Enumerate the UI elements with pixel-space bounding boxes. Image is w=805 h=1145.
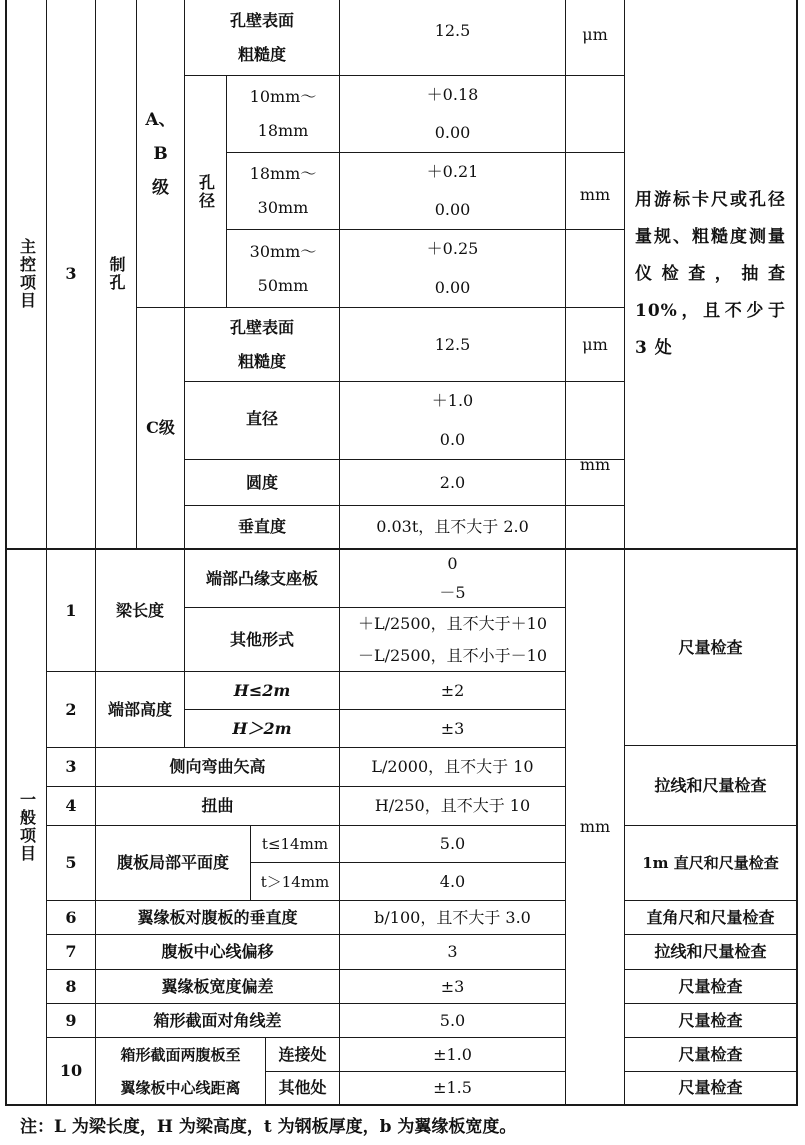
row2-item: 端部高度: [107, 699, 172, 719]
row6-method: 直角尺和尺量检查: [646, 907, 775, 927]
unit-millimetre: mm: [579, 185, 611, 204]
row9-value: 5.0: [439, 1010, 466, 1030]
row10-sub2: 其他处: [278, 1078, 327, 1097]
row1-val1b: －5: [439, 582, 466, 602]
row1-val2a: ＋L/2500，且不大于＋10: [357, 614, 548, 633]
row9-item: 箱形截面对角线差: [153, 1010, 282, 1030]
roundness-value: 2.0: [439, 472, 466, 492]
row3-value: L/2000，且不大于 10: [371, 757, 534, 776]
grade-ab-label: A、B级: [145, 109, 176, 198]
range-upper-1: ＋0.18: [426, 85, 479, 104]
row3-no: 3: [65, 757, 77, 776]
inspection-method: 用游标卡尺或孔径量规、粗糙度测量仪检查，抽查 10%，且不少于 3 处: [635, 189, 786, 358]
row3-4-method: 拉线和尺量检查: [654, 775, 767, 795]
row1-sub2: 其他形式: [229, 629, 294, 649]
row1-val1a: 0: [447, 554, 458, 573]
range-upper-2: ＋0.21: [426, 162, 479, 181]
row9-method: 尺量检查: [678, 1010, 743, 1030]
row8-item: 翼缘板宽度偏差: [161, 976, 274, 996]
c-roughness-value: 12.5: [434, 334, 471, 354]
c-unit-millimetre: mm: [579, 455, 611, 474]
general-unit: mm: [579, 817, 611, 836]
row1-val2b: －L/2500，且不小于－10: [357, 645, 548, 665]
row2-sub1: H≤2m: [233, 680, 291, 700]
row7-item: 腹板中心线偏移: [161, 942, 274, 961]
table-note: 注：L 为梁长度，H 为梁高度，t 为钢板厚度，b 为翼缘板宽度。: [20, 1117, 517, 1137]
row6-no: 6: [65, 907, 77, 927]
perpendicularity-label: 垂直度: [237, 517, 286, 536]
range-lower-3: 0.00: [434, 277, 471, 297]
table-border-right: [796, 0, 798, 1106]
row2-val2: ±3: [440, 718, 465, 738]
row8-method: 尺量检查: [678, 976, 743, 996]
row1-sub1: 端部凸缘支座板: [205, 568, 318, 588]
row6-value: b/100，且不大于 3.0: [374, 907, 531, 927]
c-unit-micrometre: μm: [582, 334, 608, 354]
row5-method: 1m 直尺和尺量检查: [642, 854, 779, 872]
grade-c-label: C级: [146, 418, 175, 437]
row8-value: ±3: [440, 976, 465, 996]
item-number: 3: [65, 264, 77, 283]
range-label-1: 10mm～18mm: [249, 87, 317, 140]
c-roughness-label: 孔壁表面粗糙度: [229, 317, 294, 371]
row9-no: 9: [65, 1010, 77, 1030]
row2-val1: ±2: [440, 680, 465, 700]
row5-val2: 4.0: [439, 871, 466, 891]
row10-method2: 尺量检查: [678, 1078, 743, 1097]
row7-method: 拉线和尺量检查: [654, 942, 767, 961]
roughness-value: 12.5: [434, 21, 471, 40]
row2-no: 2: [65, 699, 77, 719]
row10-sub1: 连接处: [278, 1044, 327, 1064]
row4-no: 4: [65, 796, 77, 815]
row1-item: 梁长度: [115, 600, 164, 620]
row5-val1: 5.0: [439, 834, 466, 853]
row1-no: 1: [65, 600, 77, 620]
row5-sub2: t＞14mm: [260, 872, 330, 891]
hole-diameter-label: 孔径: [196, 173, 216, 210]
category-main: 主控项目: [17, 238, 37, 310]
row1-method: 尺量检查: [678, 637, 743, 657]
row5-sub1: t≤14mm: [261, 835, 329, 853]
row2-sub2: H＞2m: [232, 718, 292, 738]
row7-no: 7: [65, 942, 77, 961]
row7-value: 3: [447, 942, 458, 961]
row6-item: 翼缘板对腹板的垂直度: [137, 907, 298, 927]
range-upper-3: ＋0.25: [426, 239, 479, 258]
row4-value: H/250，且不大于 10: [374, 796, 531, 815]
unit-micrometre: μm: [582, 25, 608, 44]
range-label-2: 18mm～30mm: [249, 164, 317, 217]
row10-no: 10: [59, 1061, 83, 1080]
row10-val1: ±1.0: [433, 1044, 472, 1064]
row8-no: 8: [65, 976, 77, 996]
row10-method1: 尺量检查: [678, 1044, 743, 1064]
row5-no: 5: [65, 853, 77, 872]
row10-item-line1: 箱形截面两腹板至: [120, 1045, 241, 1064]
row5-item: 腹板局部平面度: [116, 853, 229, 872]
item-name: 制孔: [107, 256, 126, 292]
range-lower-2: 0.00: [434, 200, 471, 219]
perpendicularity-value: 0.03t，且不大于 2.0: [376, 517, 529, 536]
range-label-3: 30mm～50mm: [249, 241, 317, 295]
range-lower-1: 0.00: [434, 123, 471, 142]
roundness-label: 圆度: [245, 472, 278, 492]
roughness-label: 孔壁表面粗糙度: [229, 10, 294, 64]
diameter-lower: 0.0: [439, 429, 466, 449]
category-general: 一般项目: [17, 791, 37, 863]
row4-item: 扭曲: [201, 796, 234, 815]
diameter-label: 直径: [245, 409, 278, 428]
row3-item: 侧向弯曲矢高: [169, 757, 266, 776]
row10-item-line2: 翼缘板中心线距离: [120, 1078, 241, 1097]
row10-val2: ±1.5: [433, 1078, 472, 1097]
diameter-upper: ＋1.0: [431, 391, 474, 410]
